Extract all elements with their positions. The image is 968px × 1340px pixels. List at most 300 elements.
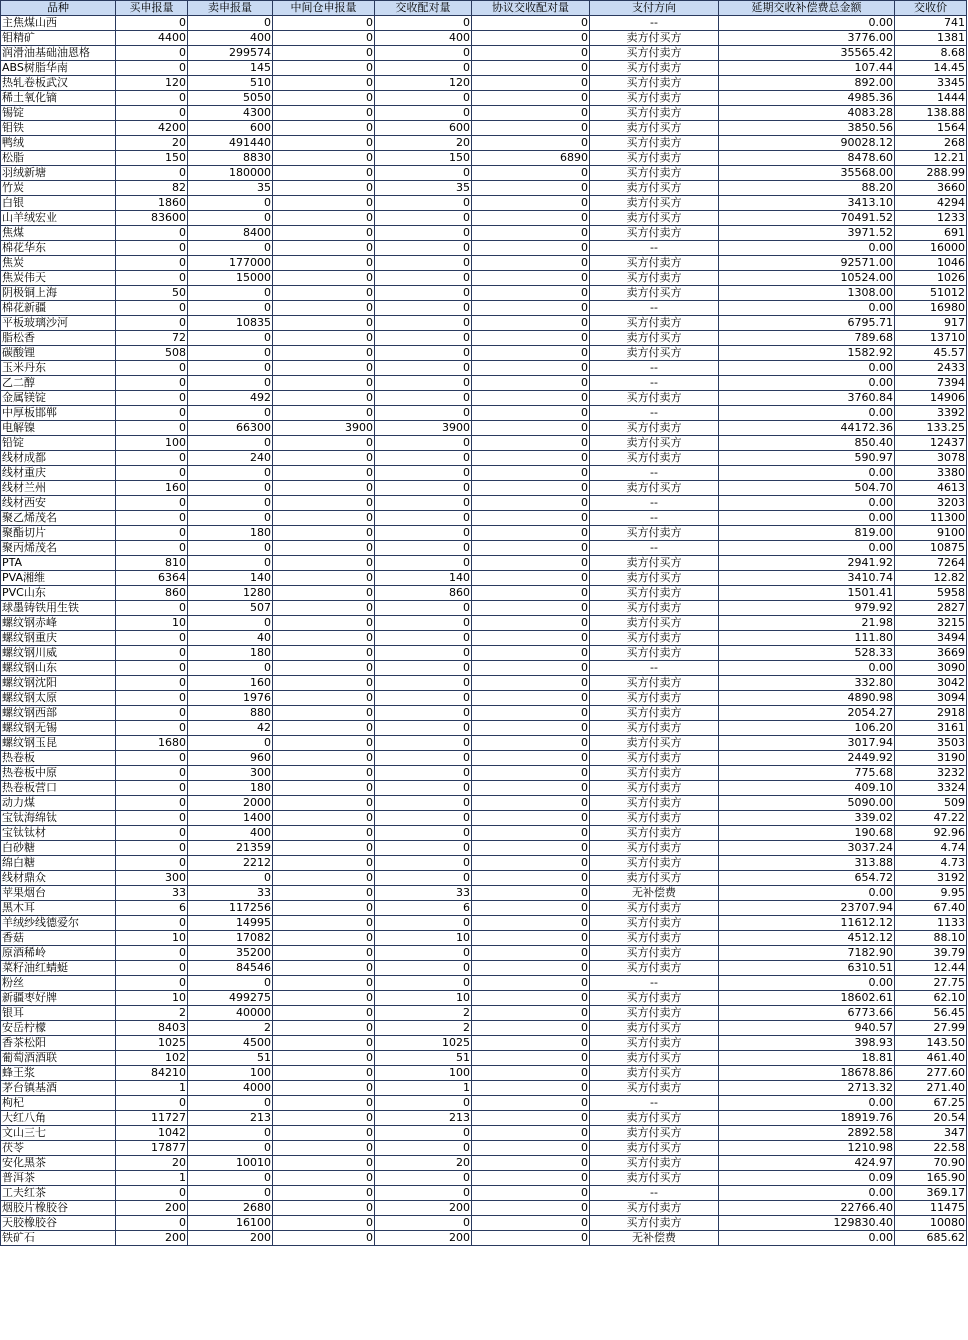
delivery-price-cell: 67.25 xyxy=(895,1096,967,1111)
warehouse-quantity-cell: 0 xyxy=(273,61,375,76)
compensation-amount-cell: 3410.74 xyxy=(719,571,895,586)
commodity-cell: 螺纹钢沈阳 xyxy=(1,676,116,691)
commodity-cell: 铁矿石 xyxy=(1,1231,116,1246)
commodity-cell: 聚丙烯茂名 xyxy=(1,541,116,556)
matched-quantity-cell: 100 xyxy=(375,1066,472,1081)
compensation-amount-cell: 3850.56 xyxy=(719,121,895,136)
agreement-matched-cell: 0 xyxy=(472,1006,590,1021)
agreement-matched-cell: 0 xyxy=(472,271,590,286)
buy-quantity-cell: 200 xyxy=(116,1201,188,1216)
compensation-amount-cell: 0.00 xyxy=(719,511,895,526)
agreement-matched-cell: 0 xyxy=(472,46,590,61)
matched-quantity-cell: 0 xyxy=(375,781,472,796)
warehouse-quantity-cell: 0 xyxy=(273,406,375,421)
compensation-amount-cell: 0.00 xyxy=(719,886,895,901)
matched-quantity-cell: 1 xyxy=(375,1081,472,1096)
buy-quantity-cell: 72 xyxy=(116,331,188,346)
buy-quantity-cell: 0 xyxy=(116,811,188,826)
sell-quantity-cell: 510 xyxy=(188,76,273,91)
sell-quantity-cell: 0 xyxy=(188,241,273,256)
payment-direction-cell: -- xyxy=(590,1186,719,1201)
warehouse-quantity-cell: 0 xyxy=(273,571,375,586)
compensation-amount-cell: 0.00 xyxy=(719,406,895,421)
table-row xyxy=(1,1141,967,1156)
buy-quantity-cell: 0 xyxy=(116,916,188,931)
commodity-cell: 菜籽油红蜻蜓 xyxy=(1,961,116,976)
payment-direction-cell: -- xyxy=(590,541,719,556)
matched-quantity-cell: 0 xyxy=(375,271,472,286)
payment-direction-cell: 买方付卖方 xyxy=(590,631,719,646)
delivery-price-cell: 2433 xyxy=(895,361,967,376)
payment-direction-cell: 卖方付买方 xyxy=(590,331,719,346)
buy-quantity-cell: 83600 xyxy=(116,211,188,226)
sell-quantity-cell: 0 xyxy=(188,286,273,301)
delivery-price-cell: 3078 xyxy=(895,451,967,466)
matched-quantity-cell: 6 xyxy=(375,901,472,916)
commodity-cell: PVC山东 xyxy=(1,586,116,601)
sell-quantity-cell: 4300 xyxy=(188,106,273,121)
delivery-price-cell: 347 xyxy=(895,1126,967,1141)
matched-quantity-cell: 0 xyxy=(375,691,472,706)
compensation-amount-cell: 0.00 xyxy=(719,976,895,991)
compensation-amount-cell: 0.00 xyxy=(719,361,895,376)
payment-direction-cell: 卖方付买方 xyxy=(590,211,719,226)
agreement-matched-cell: 0 xyxy=(472,361,590,376)
commodity-cell: 松脂 xyxy=(1,151,116,166)
table-row xyxy=(1,391,967,406)
commodity-cell: 焦煤 xyxy=(1,226,116,241)
table-row xyxy=(1,961,967,976)
commodity-cell: 羊绒纱线德爱尔 xyxy=(1,916,116,931)
buy-quantity-cell: 860 xyxy=(116,586,188,601)
compensation-amount-cell: 504.70 xyxy=(719,481,895,496)
sell-quantity-cell: 299574 xyxy=(188,46,273,61)
payment-direction-cell: 买方付卖方 xyxy=(590,811,719,826)
agreement-matched-cell: 0 xyxy=(472,586,590,601)
sell-quantity-cell: 16100 xyxy=(188,1216,273,1231)
warehouse-quantity-cell: 0 xyxy=(273,211,375,226)
warehouse-quantity-cell: 0 xyxy=(273,946,375,961)
commodity-cell: 钼精矿 xyxy=(1,31,116,46)
agreement-matched-cell: 0 xyxy=(472,181,590,196)
agreement-matched-cell: 0 xyxy=(472,496,590,511)
agreement-matched-cell: 0 xyxy=(472,961,590,976)
delivery-price-cell: 3392 xyxy=(895,406,967,421)
sell-quantity-cell: 0 xyxy=(188,466,273,481)
table-row xyxy=(1,316,967,331)
payment-direction-cell: 买方付卖方 xyxy=(590,76,719,91)
warehouse-quantity-cell: 0 xyxy=(273,556,375,571)
warehouse-quantity-cell: 0 xyxy=(273,1006,375,1021)
table-row xyxy=(1,421,967,436)
payment-direction-cell: 买方付卖方 xyxy=(590,391,719,406)
commodity-cell: 茅台镇基酒 xyxy=(1,1081,116,1096)
payment-direction-cell: 买方付卖方 xyxy=(590,1156,719,1171)
matched-quantity-cell: 20 xyxy=(375,136,472,151)
matched-quantity-cell: 150 xyxy=(375,151,472,166)
column-header: 支付方向 xyxy=(590,1,719,16)
commodity-cell: 原酒稀岭 xyxy=(1,946,116,961)
buy-quantity-cell: 508 xyxy=(116,346,188,361)
commodity-cell: 普洱茶 xyxy=(1,1171,116,1186)
agreement-matched-cell: 0 xyxy=(472,781,590,796)
commodity-cell: PTA xyxy=(1,556,116,571)
matched-quantity-cell: 0 xyxy=(375,706,472,721)
sell-quantity-cell: 300 xyxy=(188,766,273,781)
agreement-matched-cell: 0 xyxy=(472,376,590,391)
column-header: 延期交收补偿费总金额 xyxy=(719,1,895,16)
delivery-price-cell: 1444 xyxy=(895,91,967,106)
commodity-cell: 竹炭 xyxy=(1,181,116,196)
payment-direction-cell: 买方付卖方 xyxy=(590,421,719,436)
payment-direction-cell: 买方付卖方 xyxy=(590,46,719,61)
commodity-cell: 钼铁 xyxy=(1,121,116,136)
warehouse-quantity-cell: 0 xyxy=(273,826,375,841)
agreement-matched-cell: 0 xyxy=(472,871,590,886)
table-row xyxy=(1,811,967,826)
delivery-price-cell: 288.99 xyxy=(895,166,967,181)
table-row xyxy=(1,16,967,31)
buy-quantity-cell: 0 xyxy=(116,766,188,781)
matched-quantity-cell: 0 xyxy=(375,796,472,811)
sell-quantity-cell: 0 xyxy=(188,1171,273,1186)
sell-quantity-cell: 0 xyxy=(188,376,273,391)
warehouse-quantity-cell: 0 xyxy=(273,751,375,766)
warehouse-quantity-cell: 0 xyxy=(273,1216,375,1231)
payment-direction-cell: 卖方付买方 xyxy=(590,736,719,751)
buy-quantity-cell: 2 xyxy=(116,1006,188,1021)
payment-direction-cell: 买方付卖方 xyxy=(590,151,719,166)
warehouse-quantity-cell: 0 xyxy=(273,466,375,481)
compensation-amount-cell: 654.72 xyxy=(719,871,895,886)
commodity-cell: 线材成都 xyxy=(1,451,116,466)
warehouse-quantity-cell: 0 xyxy=(273,1156,375,1171)
commodity-cell: 螺纹钢玉昆 xyxy=(1,736,116,751)
column-header: 卖申报量 xyxy=(188,1,273,16)
compensation-amount-cell: 7182.90 xyxy=(719,946,895,961)
payment-direction-cell: 卖方付买方 xyxy=(590,1051,719,1066)
matched-quantity-cell: 213 xyxy=(375,1111,472,1126)
delivery-price-cell: 268 xyxy=(895,136,967,151)
payment-direction-cell: 买方付卖方 xyxy=(590,1201,719,1216)
agreement-matched-cell: 0 xyxy=(472,76,590,91)
buy-quantity-cell: 11727 xyxy=(116,1111,188,1126)
sell-quantity-cell: 14995 xyxy=(188,916,273,931)
matched-quantity-cell: 0 xyxy=(375,466,472,481)
warehouse-quantity-cell: 0 xyxy=(273,901,375,916)
buy-quantity-cell: 0 xyxy=(116,256,188,271)
commodity-cell: 蜂王浆 xyxy=(1,1066,116,1081)
compensation-amount-cell: 3760.84 xyxy=(719,391,895,406)
agreement-matched-cell: 0 xyxy=(472,706,590,721)
matched-quantity-cell: 0 xyxy=(375,301,472,316)
matched-quantity-cell: 0 xyxy=(375,601,472,616)
compensation-amount-cell: 0.00 xyxy=(719,541,895,556)
buy-quantity-cell: 0 xyxy=(116,661,188,676)
compensation-amount-cell: 1308.00 xyxy=(719,286,895,301)
compensation-amount-cell: 819.00 xyxy=(719,526,895,541)
delivery-price-cell: 685.62 xyxy=(895,1231,967,1246)
payment-direction-cell: -- xyxy=(590,376,719,391)
sell-quantity-cell: 8830 xyxy=(188,151,273,166)
commodity-cell: 天胶橡胶谷 xyxy=(1,1216,116,1231)
agreement-matched-cell: 0 xyxy=(472,301,590,316)
compensation-amount-cell: 90028.12 xyxy=(719,136,895,151)
compensation-amount-cell: 18.81 xyxy=(719,1051,895,1066)
matched-quantity-cell: 51 xyxy=(375,1051,472,1066)
compensation-amount-cell: 0.00 xyxy=(719,16,895,31)
payment-direction-cell: 买方付卖方 xyxy=(590,136,719,151)
delivery-price-cell: 3161 xyxy=(895,721,967,736)
compensation-amount-cell: 35568.00 xyxy=(719,166,895,181)
buy-quantity-cell: 0 xyxy=(116,1216,188,1231)
delivery-price-cell: 3660 xyxy=(895,181,967,196)
matched-quantity-cell: 0 xyxy=(375,511,472,526)
compensation-amount-cell: 0.00 xyxy=(719,661,895,676)
compensation-amount-cell: 70491.52 xyxy=(719,211,895,226)
warehouse-quantity-cell: 0 xyxy=(273,721,375,736)
sell-quantity-cell: 0 xyxy=(188,976,273,991)
commodity-cell: 热卷板营口 xyxy=(1,781,116,796)
commodity-cell: 大红八角 xyxy=(1,1111,116,1126)
table-row xyxy=(1,61,967,76)
sell-quantity-cell: 507 xyxy=(188,601,273,616)
matched-quantity-cell: 0 xyxy=(375,556,472,571)
table-row xyxy=(1,616,967,631)
sell-quantity-cell: 213 xyxy=(188,1111,273,1126)
buy-quantity-cell: 0 xyxy=(116,751,188,766)
table-row xyxy=(1,526,967,541)
warehouse-quantity-cell: 0 xyxy=(273,841,375,856)
agreement-matched-cell: 0 xyxy=(472,466,590,481)
agreement-matched-cell: 0 xyxy=(472,286,590,301)
table-row xyxy=(1,106,967,121)
matched-quantity-cell: 0 xyxy=(375,541,472,556)
commodity-cell: 枸杞 xyxy=(1,1096,116,1111)
table-row xyxy=(1,1021,967,1036)
table-row xyxy=(1,91,967,106)
commodity-cell: 螺纹钢川威 xyxy=(1,646,116,661)
sell-quantity-cell: 66300 xyxy=(188,421,273,436)
table-row xyxy=(1,871,967,886)
agreement-matched-cell: 0 xyxy=(472,856,590,871)
compensation-amount-cell: 892.00 xyxy=(719,76,895,91)
buy-quantity-cell: 1042 xyxy=(116,1126,188,1141)
buy-quantity-cell: 20 xyxy=(116,1156,188,1171)
compensation-amount-cell: 424.97 xyxy=(719,1156,895,1171)
matched-quantity-cell: 200 xyxy=(375,1231,472,1246)
matched-quantity-cell: 0 xyxy=(375,736,472,751)
commodity-cell: 阴极铜上海 xyxy=(1,286,116,301)
delivery-price-cell: 16000 xyxy=(895,241,967,256)
buy-quantity-cell: 102 xyxy=(116,1051,188,1066)
delivery-price-cell: 4.74 xyxy=(895,841,967,856)
commodity-cell: 宝钛海绵钛 xyxy=(1,811,116,826)
sell-quantity-cell: 0 xyxy=(188,556,273,571)
compensation-amount-cell: 6310.51 xyxy=(719,961,895,976)
compensation-amount-cell: 339.02 xyxy=(719,811,895,826)
agreement-matched-cell: 0 xyxy=(472,916,590,931)
agreement-matched-cell: 0 xyxy=(472,1126,590,1141)
payment-direction-cell: 买方付卖方 xyxy=(590,646,719,661)
payment-direction-cell: 买方付卖方 xyxy=(590,601,719,616)
table-row xyxy=(1,211,967,226)
commodity-cell: 安化黑茶 xyxy=(1,1156,116,1171)
compensation-amount-cell: 398.93 xyxy=(719,1036,895,1051)
warehouse-quantity-cell: 0 xyxy=(273,241,375,256)
agreement-matched-cell: 0 xyxy=(472,481,590,496)
delivery-price-cell: 7264 xyxy=(895,556,967,571)
payment-direction-cell: 买方付卖方 xyxy=(590,226,719,241)
payment-direction-cell: 卖方付买方 xyxy=(590,1021,719,1036)
table-row xyxy=(1,271,967,286)
table-row xyxy=(1,661,967,676)
matched-quantity-cell: 0 xyxy=(375,916,472,931)
table-row xyxy=(1,496,967,511)
sell-quantity-cell: 0 xyxy=(188,616,273,631)
buy-quantity-cell: 0 xyxy=(116,421,188,436)
agreement-matched-cell: 0 xyxy=(472,421,590,436)
warehouse-quantity-cell: 0 xyxy=(273,616,375,631)
agreement-matched-cell: 0 xyxy=(472,601,590,616)
matched-quantity-cell: 35 xyxy=(375,181,472,196)
compensation-amount-cell: 107.44 xyxy=(719,61,895,76)
delivery-price-cell: 3669 xyxy=(895,646,967,661)
sell-quantity-cell: 2000 xyxy=(188,796,273,811)
agreement-matched-cell: 0 xyxy=(472,991,590,1006)
table-row xyxy=(1,1051,967,1066)
agreement-matched-cell: 0 xyxy=(472,136,590,151)
agreement-matched-cell: 0 xyxy=(472,766,590,781)
buy-quantity-cell: 6364 xyxy=(116,571,188,586)
table-row xyxy=(1,151,967,166)
column-header: 中间仓申报量 xyxy=(273,1,375,16)
agreement-matched-cell: 0 xyxy=(472,106,590,121)
agreement-matched-cell: 0 xyxy=(472,451,590,466)
sell-quantity-cell: 180 xyxy=(188,646,273,661)
warehouse-quantity-cell: 0 xyxy=(273,661,375,676)
commodity-cell: 黑木耳 xyxy=(1,901,116,916)
commodity-cell: 螺纹钢赤峰 xyxy=(1,616,116,631)
table-row xyxy=(1,511,967,526)
delivery-price-cell: 27.99 xyxy=(895,1021,967,1036)
payment-direction-cell: 买方付卖方 xyxy=(590,676,719,691)
agreement-matched-cell: 0 xyxy=(472,676,590,691)
buy-quantity-cell: 1680 xyxy=(116,736,188,751)
sell-quantity-cell: 4000 xyxy=(188,1081,273,1096)
buy-quantity-cell: 82 xyxy=(116,181,188,196)
commodity-cell: 山羊绒宏业 xyxy=(1,211,116,226)
sell-quantity-cell: 960 xyxy=(188,751,273,766)
payment-direction-cell: 卖方付买方 xyxy=(590,286,719,301)
commodity-cell: 香茶松阳 xyxy=(1,1036,116,1051)
agreement-matched-cell: 0 xyxy=(472,196,590,211)
commodity-cell: 乙二醇 xyxy=(1,376,116,391)
compensation-amount-cell: 18678.86 xyxy=(719,1066,895,1081)
matched-quantity-cell: 2 xyxy=(375,1021,472,1036)
delivery-price-cell: 4294 xyxy=(895,196,967,211)
commodity-cell: 螺纹钢重庆 xyxy=(1,631,116,646)
buy-quantity-cell: 1860 xyxy=(116,196,188,211)
agreement-matched-cell: 0 xyxy=(472,1021,590,1036)
matched-quantity-cell: 0 xyxy=(375,976,472,991)
compensation-amount-cell: 590.97 xyxy=(719,451,895,466)
sell-quantity-cell: 4500 xyxy=(188,1036,273,1051)
payment-direction-cell: 买方付卖方 xyxy=(590,451,719,466)
delivery-price-cell: 2918 xyxy=(895,706,967,721)
compensation-amount-cell: 2713.32 xyxy=(719,1081,895,1096)
delivery-price-cell: 22.58 xyxy=(895,1141,967,1156)
payment-direction-cell: -- xyxy=(590,466,719,481)
delivery-price-cell: 10875 xyxy=(895,541,967,556)
warehouse-quantity-cell: 0 xyxy=(273,256,375,271)
sell-quantity-cell: 0 xyxy=(188,1141,273,1156)
table-row xyxy=(1,451,967,466)
warehouse-quantity-cell: 0 xyxy=(273,226,375,241)
warehouse-quantity-cell: 0 xyxy=(273,196,375,211)
delivery-price-cell: 3192 xyxy=(895,871,967,886)
sell-quantity-cell: 600 xyxy=(188,121,273,136)
delivery-price-cell: 509 xyxy=(895,796,967,811)
sell-quantity-cell: 880 xyxy=(188,706,273,721)
buy-quantity-cell: 0 xyxy=(116,361,188,376)
payment-direction-cell: 卖方付买方 xyxy=(590,616,719,631)
matched-quantity-cell: 0 xyxy=(375,106,472,121)
matched-quantity-cell: 140 xyxy=(375,571,472,586)
table-row xyxy=(1,406,967,421)
column-header: 交收配对量 xyxy=(375,1,472,16)
compensation-amount-cell: 0.00 xyxy=(719,496,895,511)
delivery-price-cell: 3503 xyxy=(895,736,967,751)
payment-direction-cell: 卖方付买方 xyxy=(590,1066,719,1081)
commodity-cell: 动力煤 xyxy=(1,796,116,811)
compensation-amount-cell: 2941.92 xyxy=(719,556,895,571)
agreement-matched-cell: 0 xyxy=(472,31,590,46)
compensation-amount-cell: 23707.94 xyxy=(719,901,895,916)
buy-quantity-cell: 0 xyxy=(116,646,188,661)
sell-quantity-cell: 160 xyxy=(188,676,273,691)
agreement-matched-cell: 0 xyxy=(472,1081,590,1096)
warehouse-quantity-cell: 0 xyxy=(273,286,375,301)
table-row xyxy=(1,751,967,766)
delivery-price-cell: 3190 xyxy=(895,751,967,766)
buy-quantity-cell: 200 xyxy=(116,1231,188,1246)
commodity-cell: 焦炭 xyxy=(1,256,116,271)
delivery-price-cell: 461.40 xyxy=(895,1051,967,1066)
delivery-price-cell: 277.60 xyxy=(895,1066,967,1081)
delivery-price-cell: 7394 xyxy=(895,376,967,391)
matched-quantity-cell: 0 xyxy=(375,286,472,301)
payment-direction-cell: 买方付卖方 xyxy=(590,841,719,856)
warehouse-quantity-cell: 0 xyxy=(273,16,375,31)
table-row xyxy=(1,736,967,751)
delivery-price-cell: 8.68 xyxy=(895,46,967,61)
payment-direction-cell: 买方付卖方 xyxy=(590,271,719,286)
payment-direction-cell: 买方付卖方 xyxy=(590,751,719,766)
sell-quantity-cell: 400 xyxy=(188,31,273,46)
sell-quantity-cell: 145 xyxy=(188,61,273,76)
payment-direction-cell: 买方付卖方 xyxy=(590,1006,719,1021)
payment-direction-cell: 卖方付买方 xyxy=(590,346,719,361)
table-row xyxy=(1,796,967,811)
commodity-cell: 热卷板中原 xyxy=(1,766,116,781)
buy-quantity-cell: 50 xyxy=(116,286,188,301)
matched-quantity-cell: 0 xyxy=(375,376,472,391)
buy-quantity-cell: 0 xyxy=(116,796,188,811)
agreement-matched-cell: 0 xyxy=(472,436,590,451)
warehouse-quantity-cell: 0 xyxy=(273,451,375,466)
agreement-matched-cell: 0 xyxy=(472,811,590,826)
